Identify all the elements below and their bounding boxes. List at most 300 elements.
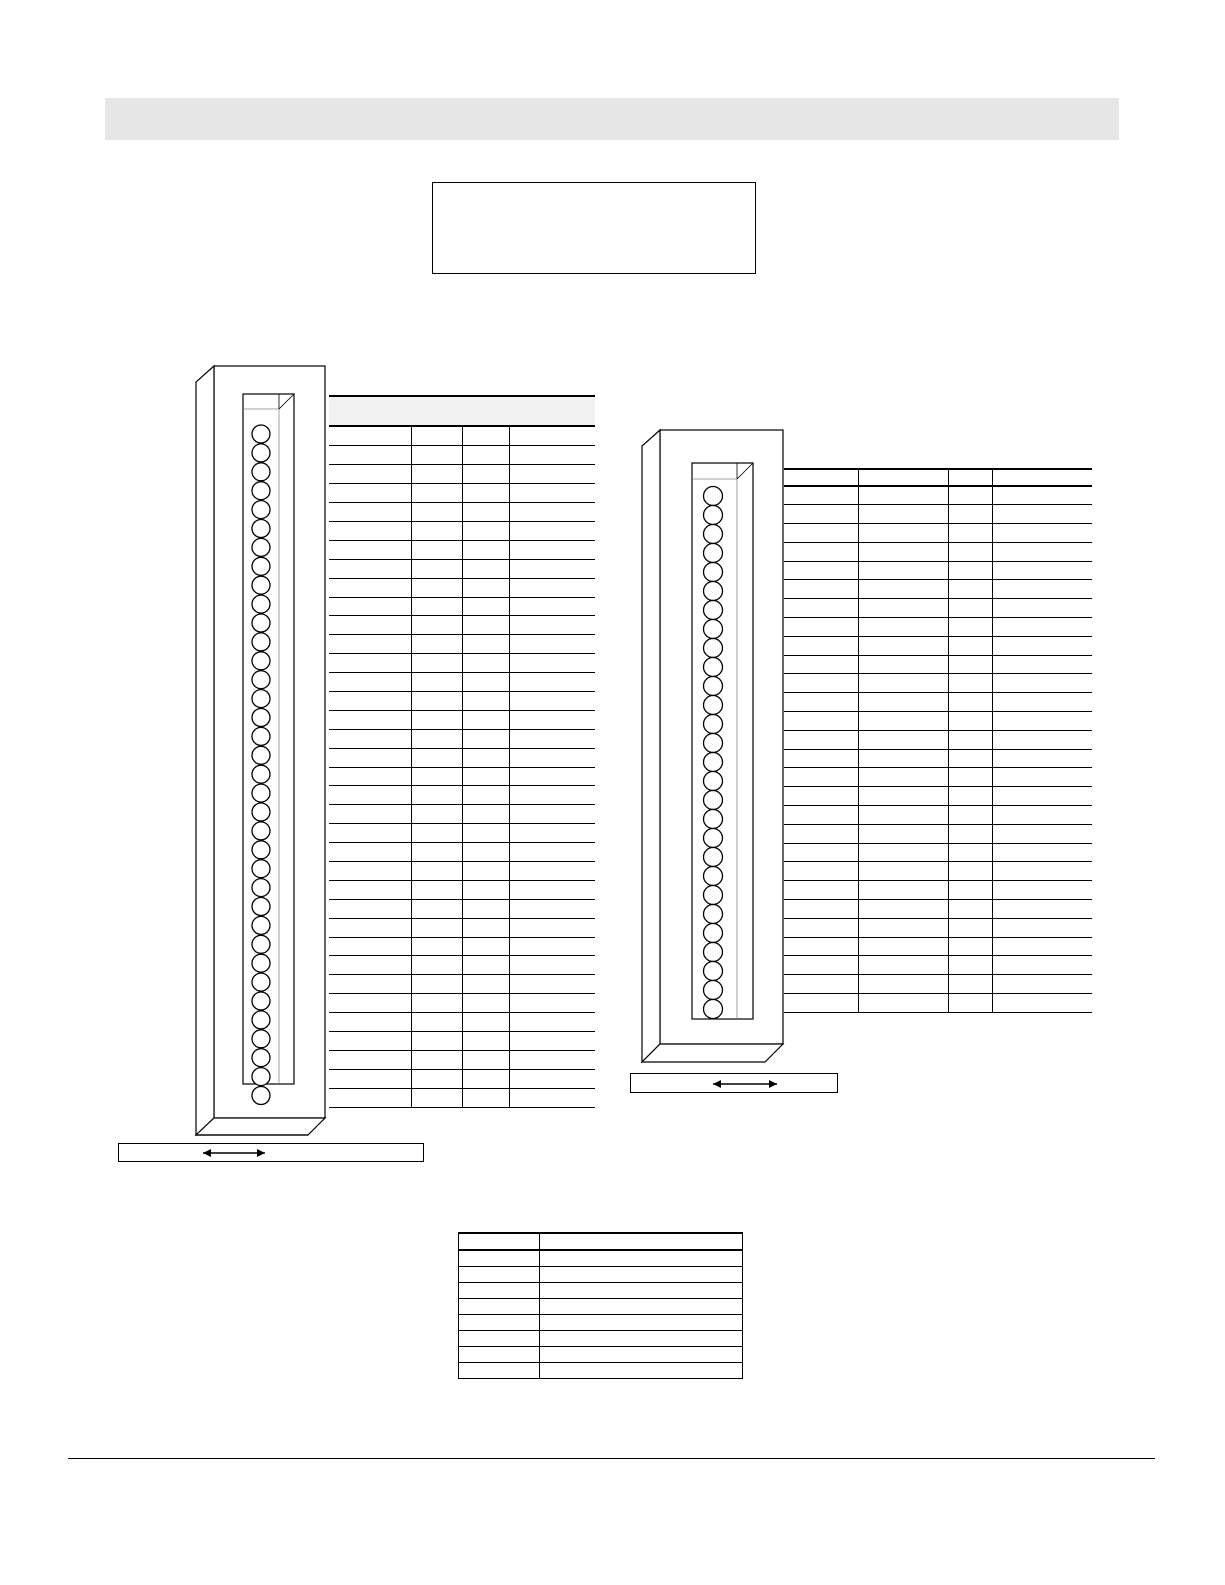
left-table-cell <box>411 503 462 522</box>
right-table-cell <box>992 693 1092 712</box>
left-table-cell <box>509 578 595 597</box>
left-table-row <box>329 540 595 559</box>
left-table-cell <box>509 748 595 767</box>
left-table-cell <box>329 578 411 597</box>
legend-col-1-header <box>459 1233 540 1250</box>
right-table-cell <box>992 862 1092 881</box>
right-scale-bar <box>630 1073 838 1093</box>
left-table-cell <box>329 597 411 616</box>
right-table-row <box>784 693 1092 712</box>
left-table-cell <box>462 559 509 578</box>
right-pin-8 <box>704 620 723 639</box>
left-table-cell <box>411 729 462 748</box>
left-table-cell <box>462 956 509 975</box>
right-table-cell <box>948 918 992 937</box>
left-table-cell <box>509 521 595 540</box>
left-table-row <box>329 503 595 522</box>
left-table-cell <box>509 880 595 899</box>
left-table-cell <box>462 427 509 446</box>
right-pin-15 <box>704 753 723 772</box>
left-pin-26 <box>252 898 270 916</box>
left-table-cell <box>329 1013 411 1032</box>
right-table-cell <box>858 693 948 712</box>
left-pin-3 <box>252 463 270 481</box>
left-table-row <box>329 805 595 824</box>
right-table-cell <box>784 542 858 561</box>
right-table-cell <box>784 693 858 712</box>
legend-cell <box>540 1331 743 1347</box>
left-pin-8 <box>252 557 270 575</box>
left-table-cell <box>329 767 411 786</box>
left-table-row <box>329 578 595 597</box>
left-table-cell <box>462 1013 509 1032</box>
right-table-cell <box>948 862 992 881</box>
legend-col-2-header <box>540 1233 743 1250</box>
right-table-cell <box>784 730 858 749</box>
left-table-row <box>329 710 595 729</box>
right-pin-4 <box>704 544 723 563</box>
right-pin-2 <box>704 506 723 525</box>
left-pin-13 <box>252 652 270 670</box>
right-table-cell <box>948 561 992 580</box>
left-table-cell <box>509 484 595 503</box>
right-table-cell <box>784 900 858 919</box>
left-table-cell <box>411 975 462 994</box>
left-table-cell <box>411 956 462 975</box>
left-table-cell <box>462 484 509 503</box>
right-col-1-header <box>784 469 858 486</box>
left-table-cell <box>509 899 595 918</box>
left-table-cell <box>509 654 595 673</box>
right-table-cell <box>784 956 858 975</box>
right-pin-9 <box>704 639 723 658</box>
left-pin-30 <box>252 973 270 991</box>
right-table-cell <box>784 768 858 787</box>
legend-cell <box>540 1267 743 1283</box>
right-table-cell <box>858 674 948 693</box>
right-table-cell <box>948 806 992 825</box>
left-pin-24 <box>252 860 270 878</box>
right-table-cell <box>858 843 948 862</box>
left-table-cell <box>509 729 595 748</box>
right-table-cell <box>784 862 858 881</box>
right-pin-23 <box>704 905 723 924</box>
left-table-cell <box>411 540 462 559</box>
right-table-cell <box>948 730 992 749</box>
right-table-row <box>784 749 1092 768</box>
right-table-cell <box>992 542 1092 561</box>
right-table-row <box>784 881 1092 900</box>
left-table-row <box>329 427 595 446</box>
left-table-cell <box>329 1069 411 1088</box>
left-table-cell <box>411 465 462 484</box>
left-table-cell <box>411 1013 462 1032</box>
left-table-cell <box>411 1088 462 1107</box>
left-table-cell <box>329 786 411 805</box>
left-pin-9 <box>252 576 270 594</box>
right-table-cell <box>858 542 948 561</box>
left-table-cell <box>411 824 462 843</box>
right-table-cell <box>858 787 948 806</box>
right-table-cell <box>858 749 948 768</box>
left-pin-14 <box>252 671 270 689</box>
left-table-cell <box>462 899 509 918</box>
left-table-cell <box>411 521 462 540</box>
right-table-cell <box>948 618 992 637</box>
left-table-cell <box>462 880 509 899</box>
left-table-cell <box>411 1050 462 1069</box>
right-table-row <box>784 918 1092 937</box>
right-table-cell <box>992 881 1092 900</box>
right-table-cell <box>992 712 1092 731</box>
legend-row <box>459 1267 743 1283</box>
right-table-cell <box>948 524 992 543</box>
left-pin-17 <box>252 727 270 745</box>
right-pin-24 <box>704 924 723 943</box>
right-table-cell <box>948 693 992 712</box>
left-table-cell <box>509 786 595 805</box>
left-table-cell <box>509 503 595 522</box>
legend-cell <box>459 1250 540 1267</box>
left-table-cell <box>462 937 509 956</box>
left-table-cell <box>509 994 595 1013</box>
right-table-cell <box>784 599 858 618</box>
right-table-cell <box>858 486 948 505</box>
right-table-cell <box>948 636 992 655</box>
right-pin-table-wrap <box>784 468 1092 1013</box>
left-pin-5 <box>252 501 270 519</box>
left-pin-34 <box>252 1049 270 1067</box>
left-pin-table <box>329 427 595 1108</box>
left-table-cell <box>411 861 462 880</box>
right-pin-20 <box>704 848 723 867</box>
right-table-row <box>784 542 1092 561</box>
legend-row <box>459 1299 743 1315</box>
left-table-cell <box>411 446 462 465</box>
right-table-cell <box>948 881 992 900</box>
left-table-cell <box>329 503 411 522</box>
legend-row <box>459 1315 743 1331</box>
left-table-row <box>329 635 595 654</box>
left-housing-bottom-face <box>196 1118 325 1135</box>
right-table-cell <box>784 843 858 862</box>
right-table-row <box>784 730 1092 749</box>
right-table-cell <box>784 561 858 580</box>
right-table-cell <box>784 975 858 994</box>
right-table-cell <box>992 956 1092 975</box>
left-table-cell <box>462 824 509 843</box>
right-table-row <box>784 636 1092 655</box>
right-table-cell <box>992 806 1092 825</box>
right-table-cell <box>858 900 948 919</box>
left-table-cell <box>509 465 595 484</box>
left-table-cell <box>509 1032 595 1051</box>
left-table-cell <box>411 994 462 1013</box>
right-table-cell <box>948 674 992 693</box>
right-table-cell <box>948 655 992 674</box>
legend-row <box>459 1331 743 1347</box>
left-table-cell <box>462 616 509 635</box>
legend-cell <box>540 1347 743 1363</box>
left-table-cell <box>509 767 595 786</box>
left-table-cell <box>329 994 411 1013</box>
left-table-cell <box>462 918 509 937</box>
left-table-row <box>329 1032 595 1051</box>
right-table-cell <box>992 768 1092 787</box>
right-pin-table <box>784 468 1092 1013</box>
left-pin-table-header <box>329 395 595 427</box>
right-pin-14 <box>704 734 723 753</box>
left-table-cell <box>411 559 462 578</box>
left-table-cell <box>329 899 411 918</box>
legend-cell <box>540 1283 743 1299</box>
left-table-cell <box>509 1088 595 1107</box>
left-pin-36 <box>252 1087 270 1105</box>
legend-row <box>459 1347 743 1363</box>
legend-cell <box>540 1363 743 1379</box>
right-table-cell <box>992 486 1092 505</box>
left-table-cell <box>411 899 462 918</box>
right-table-cell <box>992 636 1092 655</box>
left-table-cell <box>329 729 411 748</box>
left-table-cell <box>411 616 462 635</box>
left-pin-7 <box>252 538 270 556</box>
right-table-row <box>784 524 1092 543</box>
right-table-cell <box>992 975 1092 994</box>
right-table-cell <box>784 655 858 674</box>
right-table-cell <box>784 674 858 693</box>
left-table-cell <box>329 691 411 710</box>
right-table-cell <box>858 806 948 825</box>
right-table-row <box>784 618 1092 637</box>
right-table-cell <box>948 486 992 505</box>
left-table-cell <box>411 710 462 729</box>
left-table-cell <box>329 559 411 578</box>
right-table-row <box>784 937 1092 956</box>
left-table-cell <box>509 975 595 994</box>
left-table-cell <box>411 918 462 937</box>
right-table-row <box>784 975 1092 994</box>
left-pin-32 <box>252 1011 270 1029</box>
left-connector-housing <box>190 360 330 1140</box>
right-pin-17 <box>704 791 723 810</box>
right-table-cell <box>858 862 948 881</box>
right-table-cell <box>948 712 992 731</box>
left-pin-35 <box>252 1068 270 1086</box>
legend-cell <box>459 1283 540 1299</box>
right-table-cell <box>784 712 858 731</box>
right-pin-10 <box>704 658 723 677</box>
left-table-cell <box>462 1088 509 1107</box>
left-table-cell <box>329 918 411 937</box>
right-table-row <box>784 843 1092 862</box>
left-table-cell <box>462 805 509 824</box>
left-table-cell <box>329 1050 411 1069</box>
left-table-cell <box>329 427 411 446</box>
left-table-cell <box>509 843 595 862</box>
left-pin-33 <box>252 1030 270 1048</box>
left-table-cell <box>462 975 509 994</box>
right-table-row <box>784 674 1092 693</box>
left-table-cell <box>509 710 595 729</box>
right-table-cell <box>992 787 1092 806</box>
left-table-cell <box>509 540 595 559</box>
left-table-cell <box>462 521 509 540</box>
left-table-cell <box>509 597 595 616</box>
left-table-cell <box>462 635 509 654</box>
right-table-cell <box>948 580 992 599</box>
right-pin-26 <box>704 962 723 981</box>
left-table-cell <box>411 767 462 786</box>
right-pin-25 <box>704 943 723 962</box>
right-table-cell <box>992 900 1092 919</box>
legend-row <box>459 1250 743 1267</box>
right-table-cell <box>858 975 948 994</box>
left-table-cell <box>411 427 462 446</box>
right-table-cell <box>992 843 1092 862</box>
right-table-cell <box>784 524 858 543</box>
right-table-cell <box>858 636 948 655</box>
legend-cell <box>459 1299 540 1315</box>
right-table-cell <box>784 580 858 599</box>
left-table-cell <box>509 559 595 578</box>
right-table-cell <box>948 956 992 975</box>
right-table-cell <box>948 937 992 956</box>
right-table-cell <box>992 674 1092 693</box>
left-pin-31 <box>252 992 270 1010</box>
left-table-cell <box>462 729 509 748</box>
left-pin-6 <box>252 520 270 538</box>
right-table-row <box>784 956 1092 975</box>
left-pin-28 <box>252 935 270 953</box>
right-table-cell <box>858 618 948 637</box>
left-table-cell <box>462 748 509 767</box>
right-pin-6 <box>704 582 723 601</box>
right-table-cell <box>948 768 992 787</box>
left-table-cell <box>462 654 509 673</box>
right-table-row <box>784 580 1092 599</box>
right-table-cell <box>992 580 1092 599</box>
right-pin-18 <box>704 810 723 829</box>
left-table-row <box>329 1050 595 1069</box>
right-table-cell <box>784 937 858 956</box>
left-table-cell <box>462 767 509 786</box>
left-table-row <box>329 654 595 673</box>
left-table-cell <box>329 843 411 862</box>
left-table-row <box>329 484 595 503</box>
right-table-cell <box>784 824 858 843</box>
left-table-row <box>329 880 595 899</box>
left-pin-table-wrap <box>329 395 595 1108</box>
left-table-row <box>329 956 595 975</box>
left-pin-19 <box>252 765 270 783</box>
left-table-cell <box>329 975 411 994</box>
left-table-row <box>329 729 595 748</box>
right-table-row <box>784 712 1092 731</box>
right-table-cell <box>858 730 948 749</box>
left-pin-12 <box>252 633 270 651</box>
right-table-cell <box>948 824 992 843</box>
left-table-cell <box>509 1013 595 1032</box>
left-table-row <box>329 899 595 918</box>
left-table-cell <box>411 1069 462 1088</box>
right-table-row <box>784 599 1092 618</box>
left-table-cell <box>329 861 411 880</box>
left-pin-15 <box>252 690 270 708</box>
legend-row <box>459 1363 743 1379</box>
left-table-cell <box>329 824 411 843</box>
right-table-row <box>784 900 1092 919</box>
left-table-cell <box>462 710 509 729</box>
right-table-cell <box>992 937 1092 956</box>
left-table-cell <box>462 446 509 465</box>
left-table-cell <box>509 635 595 654</box>
right-table-cell <box>784 618 858 637</box>
right-table-cell <box>948 994 992 1013</box>
left-table-cell <box>329 937 411 956</box>
left-table-row <box>329 918 595 937</box>
right-table-cell <box>858 768 948 787</box>
right-table-cell <box>858 561 948 580</box>
right-pin-13 <box>704 715 723 734</box>
legend-cell <box>459 1363 540 1379</box>
left-pin-27 <box>252 916 270 934</box>
left-table-cell <box>329 654 411 673</box>
right-table-row <box>784 486 1092 505</box>
left-table-cell <box>329 446 411 465</box>
right-pin-21 <box>704 867 723 886</box>
right-pin-7 <box>704 601 723 620</box>
title-box <box>432 182 756 274</box>
right-table-row <box>784 806 1092 825</box>
left-table-cell <box>462 1050 509 1069</box>
right-table-cell <box>784 787 858 806</box>
right-table-cell <box>858 824 948 843</box>
right-pin-3 <box>704 525 723 544</box>
left-table-cell <box>411 937 462 956</box>
right-table-cell <box>992 561 1092 580</box>
right-table-cell <box>948 599 992 618</box>
left-pin-23 <box>252 841 270 859</box>
left-table-row <box>329 691 595 710</box>
left-table-row <box>329 975 595 994</box>
right-connector-housing <box>640 428 790 1068</box>
left-pin-4 <box>252 482 270 500</box>
left-pin-2 <box>252 444 270 462</box>
left-table-row <box>329 1013 595 1032</box>
left-table-row <box>329 843 595 862</box>
left-table-cell <box>509 691 595 710</box>
left-table-cell <box>509 824 595 843</box>
left-pin-22 <box>252 822 270 840</box>
right-pin-12 <box>704 696 723 715</box>
right-table-cell <box>992 918 1092 937</box>
right-col-4-header <box>992 469 1092 486</box>
left-table-cell <box>411 805 462 824</box>
left-table-cell <box>329 956 411 975</box>
left-table-cell <box>411 484 462 503</box>
footer-rule <box>68 1458 1155 1459</box>
left-pin-18 <box>252 746 270 764</box>
left-table-cell <box>509 616 595 635</box>
left-table-cell <box>509 937 595 956</box>
right-col-3-header <box>948 469 992 486</box>
left-table-cell <box>411 673 462 692</box>
left-table-cell <box>411 880 462 899</box>
right-table-cell <box>784 994 858 1013</box>
left-table-row <box>329 446 595 465</box>
right-pin-19 <box>704 829 723 848</box>
